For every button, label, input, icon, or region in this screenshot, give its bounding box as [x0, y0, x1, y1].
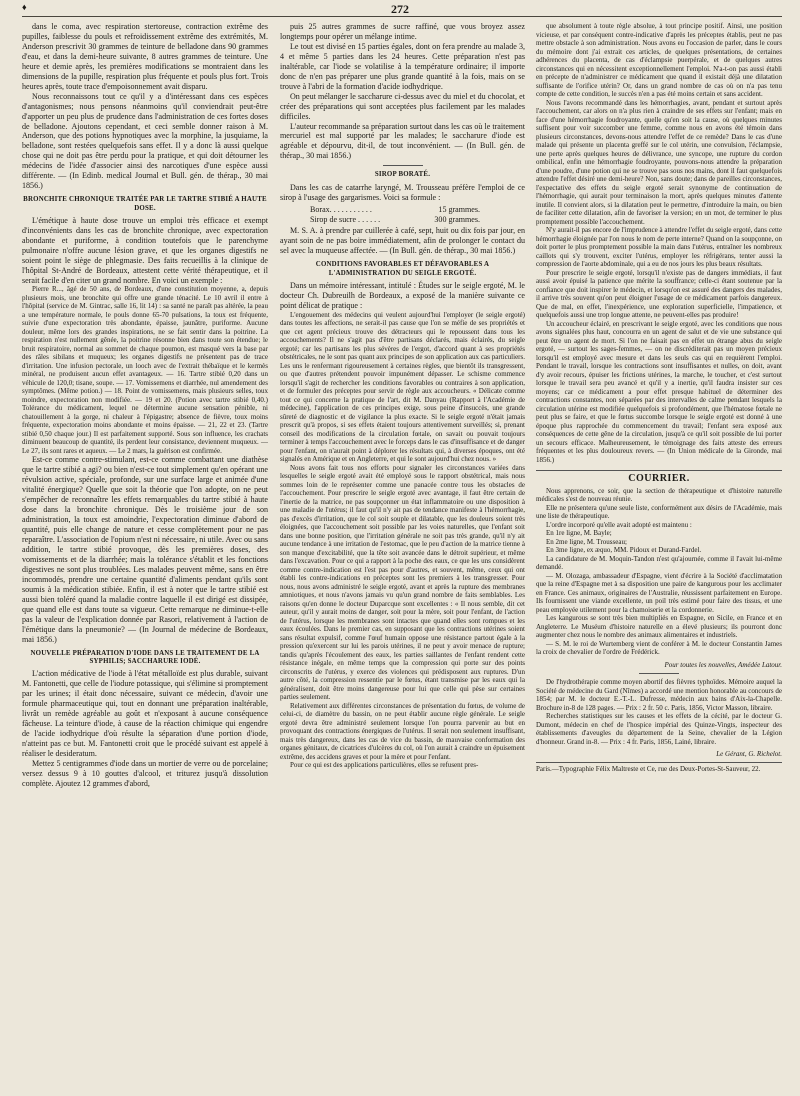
- paragraph: Nous reconnaissons tout ce qu'il y a d'intéressant dans ces espèces d'antagonismes; nous pensons néanmoins qu'il conviendrait peut-être d'apporter un peu plus de prudence dans l'administration de ces fortes doses de belladone. Ajoutons cependant, et ceci semble donner raison à M. Anderson, que des potions hypnotiques avec la morphine, la jusquiame, la belladone, sont restées quelquefois sans effet. Il y a donc là aussi quelque chose qui ne doit pas être perdu pour la pratique, et qui doit détourner les médecins de l'idée d'associer ainsi des narcotiques d'une espèce aussi différente. — (In Edinb. medical Journal et Bull. gén. de thérap., 30 mai 1856.): [22, 91, 268, 191]
- quoted-text: N'y aurait-il pas encore de l'imprudence à attendre l'effet du seigle ergoté, dans cette hémorrhagie éloignée par l'on nous le nom de perte interne? Quand on la soupçonne, on doit porter le plus promptement possible la main dans l'utérus, entraîner les nombreux caillots qui s'y trouvent, exciter l'utérus, employer les réfrigérans, tenter aussi la compression de l'aorte abdominale, qui a eu de nos jours les plus beaux résultats.: [536, 226, 782, 268]
- column-right: [536, 22, 782, 1092]
- paragraph: Dans un mémoire intéressant, intitulé : Études sur le seigle ergoté, M. le docteur Ch. Dubreuilh de Bordeaux, a exposé de la manière suivante ce point délicat de pratique :: [280, 280, 525, 310]
- quoted-text: Nous l'avons recommandé dans les hémorrhagies, avant, pendant et surtout après l'accouchement, car alors on n'a plus rien à craindre de ses effets sur l'enfant; mais en face d'une hémorrhagie foudroyante, quelle qu'en soit la cause, où quelques minutes suffisent pour voir succomber une femme, comme nous en avons été témoin dans plusieurs circonstances, devons-nous attendre l'effet de ce remède? Dans le cas d'une malade qui présente un placenta greffé sur le col utérin, une convulsion, l'éclampsie, une perte après quelques heures de délivrance, une syncope, une rupture du cordon ombilical, enfin une hémorrhagie foudroyante, pouvons-nous attendre la préparation d'une poudre, d'une potion qui ne se trouve pas sous nos mains, dont il faut quelquefois attendre l'effet désiré une demi-heure? Non, sans doute; dans de pareilles circonstances, l'expectative des effets du seigle ergoté serait synonyme de continuation de l'hémorrhagie, qui aurait pour terminaison la mort, après quelques minutes d'attente inutile. Il convient alors, si la dilatation peut le permettre, d'introduire la main, ou bien de faciliter cette dilatation, afin de favoriser la version; en un mot, de terminer le plus promptement possible l'accouchement.: [536, 98, 782, 226]
- quoted-text: Pour prescrire le seigle ergoté, lorsqu'il n'existe pas de dangers immédiats, il faut aussi avoir épuisé la patience que mérite la souffrance; celle-ci étant soutenue par la confiance que doit inspirer le médecin, et lorsqu'on est assuré des dangers des malades, il arrive très souvent qu'on peut éloigner l'usage de ce médicament parfois dangereux. Que de mal, en effet, l'inexpérience, une exploration superficielle, l'impatience, et quelquefois aussi une trop longue attente, ne peuvent-elles pas produire!: [536, 268, 782, 319]
- news-item: Elle ne présentera qu'une seule liste, conformément aux désirs de l'Académie, mais une liste de thérapeutique.: [536, 503, 782, 521]
- news-item: Les kangurous se sont très bien multipliés en Espagne, en Sicile, en France et en Angleterre. Le Muséum d'histoire naturelle en a élevé plusieurs; ils pourront donc augmenter chez nous le nombre des animaux alimentaires et industriels.: [536, 614, 782, 640]
- recipe: [310, 205, 525, 225]
- paragraph: On peut mélanger le saccharure ci-dessus avec du miel et du chocolat, et créer des préparations qui sont acceptées plus facilement par les malades difficiles.: [280, 91, 525, 121]
- separator: [383, 165, 423, 166]
- recipe-line: [310, 215, 480, 225]
- paragraph: Dans les cas de catarrhe laryngé, M. Trousseau préfère l'emploi de ce sirop à l'usage des gargarismes. Voici sa formule :: [280, 182, 525, 202]
- paragraph: Mettez 5 centigrammes d'iode dans un mortier de verre ou de porcelaine; versez dessus 9 à 10 gouttes d'alcool, et triturez jusqu'à dissolution complète. Ajoutez 12 grammes d'abord,: [22, 758, 268, 788]
- corner-mark: ♦: [22, 2, 27, 12]
- column-middle: [280, 22, 525, 1092]
- recipe-ingredient: Borax. . . . . . . . . . .: [310, 204, 372, 214]
- news-item: En 3me ligne, ex æquo, MM. Pidoux et Durand-Fardel.: [546, 546, 702, 555]
- paragraph: L'action médicative de l'iode à l'état métalloïde est plus durable, suivant M. Fantonetti, que celle de l'iodure potassique, qui s'élimine si promptement par les urines; il était donc nécessaire, suivant ce médecin, d'avoir une formule pharmaceutique qui, tout en donnant une préparation inaltérable, livrât un remède agréable au goût et n'exposant à aucune conséquence fâcheuse. La teinture d'iode, à cause de la réaction chimique qui engendre de l'acide iodhydrique d'où résulte la séparation d'une portion d'iode, n'atteint pas ce but. M. Fantonetti croit que le procédé suivant est appelé à réaliser le desideratum.: [22, 669, 268, 758]
- quoted-text: Pour ce qui est des applications particulières, elles se refusent pres-: [290, 761, 479, 770]
- recipe-quantity: 15 grammes.: [438, 204, 480, 214]
- recipe-line: [310, 205, 480, 215]
- section-heading: SIROP BORATÉ.: [374, 171, 431, 179]
- paragraph: L'auteur recommande sa préparation surtout dans les cas où le traitement mercuriel est mal supporté par les malades; le saccharure d'iode est agréable et dépourvu, dit-il, de tout inconvénient. — (In Bull. gén. de thérap., 30 mai 1856.): [280, 121, 525, 161]
- header-rule: [22, 16, 782, 17]
- case-report: Pierre R..., âgé de 50 ans, de Bordeaux, d'une constitution moyenne, a, depuis plusieurs mois, une bronchite qui offre une grande ténacité. Le 10 avril il entre à l'hôpital (service de M. Gintrac, salle 16, lit 14) : sa santé ne paraît pas altérée, la peau a une température normale, le pouls donne 65-70 pulsations, la toux est fréquente, suivie d'une expectoration très abondante, épaisse, jaunâtre, puriforme. Aucune douleur, même lors des grandes inspirations, ne se fait sentir dans la poitrine. La respiration n'est nullement gênée, la poitrine résonne bien dans toute son étendue; le bruit respiratoire, normal au sommet de chaque poumon, est masqué vers la base par des râles sibilans et muqueux; les organes digestifs ne présentent pas de trace d'irritation. Une infusion pectorale, un looch avec de l'extrait thébaïque et le kermès minéral, ne produisent aucun effet avantageux. — 16. Tartre stibié 0,20 dans un véhicule de 120,0; tisane, soupe. — 17. Vomissemens et diarrhée, nul amendement des symptômes. (Même potion.) — 18. Point de vomissemens, mais plusieurs selles, toux moindre, expectoration non modifiée. — 19 et 20. (Potion avec tartre stibié 0,40.) Tolérance du médicament, lequel ne détermine aucune sensation pénible, ni chatouillement à la gorge, ni chaleur à l'épigastre; absence de fièvre, toux moins fréquente, expectoration moins abondante et moins épaisse. — 21, 22 et 23. (Tartre stibié 0,50 chaque jour.) Il est parfaitement supporté. Sous son influence, les crachats diminuent beaucoup de quantité, ils perdent leur consistance, deviennent muqueux. — Le 27, ils sont rares et aqueux. — Le 2 mars, la guérison est confirmée.: [22, 285, 268, 455]
- paragraph: Est-ce comme contre-stimulant, est-ce comme combattant une diathèse que le tartre stibié a agi? ou bien n'est-ce tout simplement qu'en opérant une révulsion active, spéciale, profonde, sur une surface large et animée d'une vitalité énergique? Quelle que soit la théorie que l'on adopte, on ne peut s'empêcher de reconnaître les effets remarquables du tartre stibié à haute dose dans la bronchite chronique. Dès le troisième jour de son administration, la toux est amoindrie, l'expectoration diminue d'abord de quantité, puis elle change de nature et cesse complètement pour ne pas reparaître. L'association de l'opium n'est ni nécessaire, ni utile. Avec ou sans addition, le tartre stibié provoque, dès les premières doses, des vomissements et de la diarrhée; mais la tolérance s'établit et les fonctions digestives ne sont plus troublées. Les malades peuvent même, sans en être incommodés, prendre une certaine quantité d'aliments pendant qu'ils sont soumis à la médication stibiée. Enfin, il est à noter que le tartre stibié est aussi bien toléré quand la maladie contre laquelle il est dirigé est dissipée, que quand elle est dans toute sa vigueur. Cette remarque ne diminue-t-elle pas la valeur de l'explication donnée par Rasori, relativement à l'action de l'émétique dans la pneumonie? — (In Journal de médecine de Bordeaux, mai 1856.): [22, 455, 268, 644]
- recipe-ingredient: Sirop de sucre . . . . . .: [310, 214, 381, 224]
- page-number: 272: [391, 2, 409, 16]
- quoted-text: Relativement aux différentes circonstances de présentation du fœtus, de volume de celui-ci, de diamètre du bassin, on ne peut établir aucune règle générale. Le seigle ergoté devra être administré seulement lorsque l'on pourra parvenir au but en provoquant des contractions énergiques de l'utérus. Il serait non seulement insuffisant, mais très dangereux, dans les cas de vice du bassin, de mauvaise conformation des organes génitaux, de cicatrices d'ulcères du col, où l'on aurait à craindre un épuisement extrême, des accidens graves et pour la mère et pour l'enfant.: [280, 701, 525, 761]
- news-item: Nous apprenons, ce soir, que la section de thérapeutique et d'histoire naturelle médicales s'est de nouveau réunie.: [536, 486, 782, 504]
- courrier-title: COURRIER.: [536, 470, 782, 484]
- news-item: — M. Olozaga, ambassadeur d'Espagne, vient d'écrire à la Société d'acclimatation que la reine d'Espagne met à sa disposition une paire de kangurous pour les acclimater en France. Ces animaux, originaires de l'Australie, réussissent parfaitement en Europe. Ils fournissent une viande excellente, un poil très estimé pour faire des tissus, et une peau employée utilement pour la chamoiserie et la cordonnerie.: [536, 571, 782, 614]
- quoted-text: Un accoucheur éclairé, en prescrivant le seigle ergoté, avec les conditions que nous avons signalées plus haut, concourra en un agent de salut et de vie une substance qui peut être un agent de mort. Si l'on ne faisait pas en effet un étrange abus du seigle ergoté, — surtout les sages-femmes, — on ne discréditerait pas un moyen précieux lorsqu'il est employé avec mesure et dans les seuls cas qui en requièrent l'emploi. Pendant le travail, lorsque les contractions sont insuffisantes et nulles, on doit, avant d'y avoir recours, épuiser les frictions utérines, la marche, le toucher, et c'est surtout lorsque le travail sera peu avancé et qu'il y a inertie, qu'il faudra insister sur ces moyens; car ce médicament a pour effet presque habituel de déterminer des contractions constantes, non séparées par des intervalles de calme pendant lesquels la circulation utérine est modifiée quelquefois si profondément, que l'hématose fœtale ne peut plus se faire, et que le fœtus succombe lorsque le seigle ergoté est donné à une époque plus rapprochée du commencement du travail; l'enfant sera exposé aux conséquences de cette gêne de la circulation, jusqu'à ce qu'il soit possible de lui porter un secours efficace. Malheureusement, le témoignage des faits atteste des erreurs fréquentes et les plus douloureux revers. — (In Union médicale de la Gironde, mai 1856.): [536, 319, 782, 464]
- section-heading: NOUVELLE PRÉPARATION D'IODE DANS LE TRAITEMENT DE LA SYPHILIS; SACCHARURE IODÉ.: [30, 649, 260, 665]
- book-announcement: De l'hydrothérapie comme moyen abortif des fièvres typhoïdes. Mémoire auquel la Société de médecine du Gard (Nîmes) a accordé une mention honorable au concours de 1854; par M. le docteur E.-T.-L. Dufresse, médecin aux bains d'Aix-la-Chapelle. Brochure in-8 de 128 pages. — Prix : 2 fr. 50 c. Paris, 1856, Victor Masson, libraire.: [536, 678, 782, 712]
- news-item: La candidature de M. Moquin-Tandon n'est qu'ajournée, comme il l'avait lui-même demandé.: [536, 554, 782, 572]
- recipe-quantity: 300 grammes.: [434, 214, 480, 224]
- separator: [639, 673, 679, 674]
- quoted-text: L'engouement des médecins qui veulent aujourd'hui l'employer (le seigle ergoté) dans toutes les affections, ne serait-il pas cause que l'on se méfie de ses propriétés et que cet agent précieux trouve des détracteurs qui le repoussent dans tous les accouchements? Il ne s'agit pas d'être partisans déclarés, mais éclairés, du seigle ergoté; car les partisans les plus sévères de l'ergot, d'accord quant à ses propriétés obstétricales, ne le sont pas quant aux principes de son application aux cas particuliers. Les uns le renfermant rigoureusement à certaines règles, que bientôt ils transgressent, ou que d'autres prétendent pouvoir impunément dépasser. Le schisme commence lorsqu'il s'agit de rechercher les conditions favorables ou contraires à son application, et de formuler des préceptes pour servir de règle aux accoucheurs. « Délicate comme tout ce qui concerne la pratique de l'art, dit M. Danyau (Rapport à l'Académie de médecine), l'application de ces principes exige, sous peine d'insuccès, une grande sûreté de diagnostic et de vigilance la plus exacte. Si le seigle ergoté n'était jamais prescrit qu'à propos, si ses effets étaient toujours attentivement surveillés; si, prenant conseil des modifications de la circulation fœtale, on savait ou pouvait toujours terminer à temps l'accouchement avec le forceps dans le cas d'insuffisance et de danger pour l'enfant, on n'aurait point à déplorer les résultats qui, à diverses époques, ont été signalés en Amérique et en Angleterre, et qui le sont aujourd'hui chez nous. »: [280, 310, 525, 464]
- paragraph: puis 25 autres grammes de sucre raffiné, que vous broyez assez longtemps pour opérer un mélange intime.: [280, 22, 525, 41]
- paragraph: M. S. A. à prendre par cuillerée à café, sept, huit ou dix fois par jour, en ayant soin de ne pas boire immédiatement, afin de prolonger le contact du sel avec la muqueuse affectée. — (In Bull. gén. de thérap., 30 mai 1856.): [280, 226, 525, 256]
- section-heading: CONDITIONS FAVORABLES ET DÉFAVORABLES A L'ADMINISTRATION DU SEIGLE ERGOTÉ.: [315, 261, 490, 277]
- quoted-text: Nous avons fait tous nos efforts pour signaler les circonstances variées dans lesquelles le seigle ergoté avait été employé sous le rapport obstétrical, mais nous sommes loin de le représenter comme une panacée contre tous les obstacles de l'accouchement. Pour prescrire le seigle ergoté avec avantage, il faut être certain de l'inertie de la matrice, ne pas soupçonner un état inflammatoire ou une disposition à une maladie de l'utérus; il faut qu'il n'y ait pas de tendance manifeste à l'hémorrhagie, pas d'excès d'irritation, que le col soit souple et dilatable, que les douleurs soient très éloignées, que l'accouchement soit possible par les voies naturelles, que l'enfant soit dans une bonne position, que l'irritation générale ne soit pas très grande, qu'il n'y ait aucune tendance à une irritation de l'estomac, que le peu d'action de la matrice tienne à son manque d'excitabilité, que la tête soit avancée dans le détroit supérieur, et même dans l'excavation. Pour ce qui a rapport à la poche des eaux, ce que les uns considèrent comme contre-indication est l'est pas pour d'autres, et souvent, même, ceux qui ont établi les contre-indications en préceptes sont les premiers à les transgresser. Pour nous, nous avons administré le seigle ergoté, avant et après la rupture des membranes amniotiques, et nous n'avons jamais vu qu'un grand nombre de faits semblables. Les raisons qu'en donne le docteur Duparcque sont excellentes : « Il nous semble, dit cet auteur, qu'il y aurait moins de danger, soit pour la mère, soit pour l'enfant, de l'action de l'utérus, lorsque les membranes sont intactes que quand elles sont rompues et les eaux écoulées. Dans le premier cas, en supposant que les contractions utérines soient sans résultat expulsif, comme l'œuf humain oppose une résistance partout égale à la pression qu'exercent sur lui les parois utérines, il ne peut y avoir menace de rupture; tandis qu'après l'écoulement des eaux, les parties saillantes de l'enfant rendent cette résistance inégale, en même temps que la compression qui porte sur des points circonscrits de l'utérus, y exerce des violences qui prédisposent aux ruptures. D'un autre côté, la compression ressentie par le fœtus, étant transmise par les eaux qui la généralisent, doit être moins dangereuse pour lui que celle qui pèse sur certaines parties seulement.: [280, 463, 525, 702]
- news-item: En 1re ligne, M. Bayle;: [546, 529, 612, 538]
- gerant-signature: Le Gérant, G. Richelot.: [716, 750, 782, 759]
- paragraph: L'émétique à haute dose trouve un emploi très efficace et exempt d'inconvénients dans les cas de bronchite chronique, avec expectoration abondante et puriforme, à condition toutefois que le parenchyme pulmonaire n'offre aucune lésion grave, et que les organes digestifs ne soient point le siège de phlegmasie. Des faits recueillis à la clinique de l'hôpital St-André de Bordeaux, attestent cette vérité thérapeutique, et il serait facile d'en citer un grand nombre. En voici un exemple :: [22, 215, 268, 285]
- paragraph: dans le coma, avec respiration stertoreuse, contraction extrême des pupilles, faiblesse du pouls et refroidissement extrême des extrémités, M. Anderson prescrivit 30 grammes de teinture de belladone dans 90 grammes d'eau, et dans la demi-heure suivante, 8 autres grammes de teinture. Une heure et demie après, les premières modifications se montraient dans les dimensions de la pupille, respiration plus fréquente et pouls plus fort. Trois heures après, toute trace d'empoisonnement avait disparu.: [22, 22, 268, 91]
- news-item: En 2me ligne, M. Trousseau;: [546, 537, 627, 546]
- section-heading: BRONCHITE CHRONIQUE TRAITÉE PAR LE TARTRE STIBIÉ A HAUTE DOSE.: [23, 196, 267, 212]
- quoted-text: que absolument à toute règle absolue, à tout principe positif. Ainsi, une position vicieuse, et par conséquent contre-indicative d'après les préceptes établis, peut ne pas mettre obstacle à son administration. Nous avons eu l'occasion de parler, dans le cours du mémoire dont j'ai extrait ces articles, de quelques présentations, de certaines adhérences du placenta, de cas d'éclampsie puerpérale, et de quelques autres circonstances qui en nécessitent exceptionnellement l'emploi. N'a-t-on pas aussi établi en précepte de n'administrer ce médicament que quand il existait déjà une dilatation suffisante de l'orifice utérin? Or, dans un grand nombre de cas où on n'a pas tenu compte de cette condition, le succès n'en a pas été moins certain et sans accident.: [536, 22, 782, 98]
- book-announcement: Recherches statistiques sur les causes et les effets de la cécité, par le docteur G. Dumont, médecin en chef de l'hospice impérial des Quinze-Vingts, inspecteur des établissements d'aveugles du département de la Seine, chevalier de la Légion d'honneur. Grand in-8. — Prix : 4 fr. Paris, 1856, Lainé, libraire.: [536, 712, 782, 746]
- news-item: — S. M. le roi de Wurtemberg vient de conférer à M. le docteur Constantin James la croix de chevalier de l'ordre de Frédérick.: [536, 639, 782, 657]
- paragraph: Le tout est divisé en 15 parties égales, dont on fera prendre au malade 3, 4 et même 5 parties dans les 24 heures. Cette préparation n'est pas inaltérable, car l'iode se volatilise à la température ordinaire; il importe donc de n'en pas préparer une plus grande quantité à la fois, mais on se trouve à l'abri de la formation d'acide iodhydrique.: [280, 41, 525, 91]
- printer-imprint: Paris.—Typographie Félix Maltreste et Ce, rue des Deux-Portes-St-Sauveur, 22.: [536, 762, 782, 774]
- column-left: [22, 22, 268, 1092]
- news-item: L'ordre incorporé qu'elle avait adopté est maintenu :: [546, 520, 692, 529]
- news-signature: Pour toutes les nouvelles, Amédée Latour.: [664, 660, 782, 669]
